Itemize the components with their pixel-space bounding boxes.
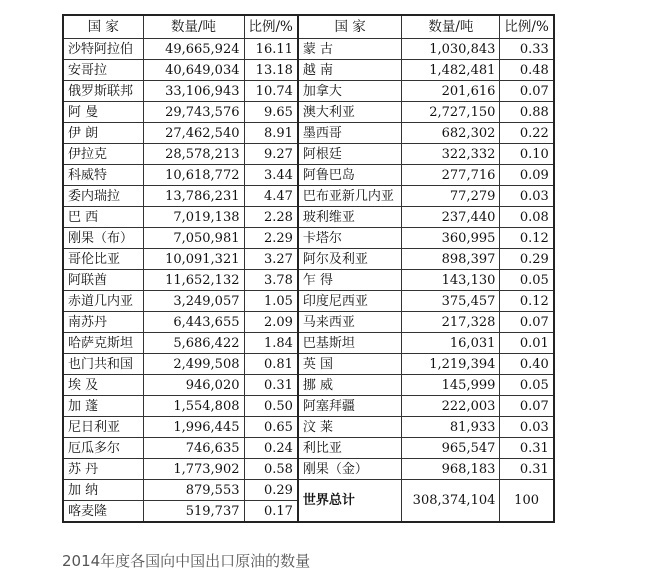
quantity-cell: 360,995: [402, 228, 500, 249]
ratio-cell: 0.29: [500, 249, 554, 270]
quantity-cell: 746,635: [143, 438, 244, 459]
ratio-cell: 0.58: [244, 459, 298, 480]
country-cell: 苏 丹: [63, 459, 143, 480]
world-total-label: 世界总计: [298, 480, 402, 523]
quantity-cell: 10,091,321: [143, 249, 244, 270]
ratio-cell: 0.65: [244, 417, 298, 438]
quantity-cell: 277,716: [402, 165, 500, 186]
table-row: [63, 123, 554, 144]
table-header-row: [63, 15, 554, 39]
ratio-cell: 0.09: [500, 165, 554, 186]
country-cell: 沙特阿拉伯: [63, 39, 143, 60]
quantity-cell: 2,499,508: [143, 354, 244, 375]
ratio-cell: 2.28: [244, 207, 298, 228]
ratio-cell: 3.78: [244, 270, 298, 291]
country-cell: 安哥拉: [63, 60, 143, 81]
quantity-cell: 375,457: [402, 291, 500, 312]
table-row: [63, 207, 554, 228]
quantity-cell: 143,130: [402, 270, 500, 291]
country-cell: 汶 莱: [298, 417, 402, 438]
country-cell: 伊拉克: [63, 144, 143, 165]
quantity-cell: 968,183: [402, 459, 500, 480]
table-body: [63, 39, 554, 523]
quantity-cell: 879,553: [143, 480, 244, 501]
country-cell: 科威特: [63, 165, 143, 186]
ratio-cell: 0.50: [244, 396, 298, 417]
ratio-cell: 0.31: [244, 375, 298, 396]
country-cell: 阿尔及利亚: [298, 249, 402, 270]
ratio-cell: 3.27: [244, 249, 298, 270]
ratio-cell: 1.05: [244, 291, 298, 312]
quantity-cell: 81,933: [402, 417, 500, 438]
ratio-cell: 0.07: [500, 81, 554, 102]
quantity-cell: 201,616: [402, 81, 500, 102]
country-cell: 阿根廷: [298, 144, 402, 165]
ratio-cell: 0.31: [500, 459, 554, 480]
country-cell: 印度尼西亚: [298, 291, 402, 312]
quantity-cell: 29,743,576: [143, 102, 244, 123]
country-cell: 澳大利亚: [298, 102, 402, 123]
ratio-cell: 0.05: [500, 270, 554, 291]
quantity-cell: 6,443,655: [143, 312, 244, 333]
country-cell: 巴布亚新几内亚: [298, 186, 402, 207]
table-row: [63, 480, 554, 501]
table-row: [63, 291, 554, 312]
ratio-cell: 0.12: [500, 228, 554, 249]
quantity-cell: 7,019,138: [143, 207, 244, 228]
quantity-cell: 145,999: [402, 375, 500, 396]
country-cell: 乍 得: [298, 270, 402, 291]
ratio-cell: 0.12: [500, 291, 554, 312]
country-cell: 越 南: [298, 60, 402, 81]
table-row: [63, 396, 554, 417]
header-quantity-left: 数量/吨: [143, 15, 244, 39]
header-ratio-left: 比例/%: [244, 15, 298, 39]
country-cell: 阿鲁巴岛: [298, 165, 402, 186]
quantity-cell: 217,328: [402, 312, 500, 333]
quantity-cell: 682,302: [402, 123, 500, 144]
ratio-cell: 0.07: [500, 312, 554, 333]
quantity-cell: 2,727,150: [402, 102, 500, 123]
ratio-cell: 0.24: [244, 438, 298, 459]
table-row: [63, 186, 554, 207]
country-cell: 挪 威: [298, 375, 402, 396]
quantity-cell: 1,219,394: [402, 354, 500, 375]
ratio-cell: 0.03: [500, 186, 554, 207]
quantity-cell: 5,686,422: [143, 333, 244, 354]
country-cell: 利比亚: [298, 438, 402, 459]
quantity-cell: 7,050,981: [143, 228, 244, 249]
ratio-cell: 0.07: [500, 396, 554, 417]
ratio-cell: 0.29: [244, 480, 298, 501]
ratio-cell: 16.11: [244, 39, 298, 60]
ratio-cell: 0.33: [500, 39, 554, 60]
quantity-cell: 13,786,231: [143, 186, 244, 207]
ratio-cell: 9.65: [244, 102, 298, 123]
ratio-cell: 0.08: [500, 207, 554, 228]
table-row: [63, 438, 554, 459]
oil-export-table-container: [62, 14, 555, 523]
world-total-quantity: 308,374,104: [402, 480, 500, 523]
country-cell: 委内瑞拉: [63, 186, 143, 207]
ratio-cell: 8.91: [244, 123, 298, 144]
ratio-cell: 0.48: [500, 60, 554, 81]
quantity-cell: 1,773,902: [143, 459, 244, 480]
ratio-cell: 0.03: [500, 417, 554, 438]
ratio-cell: 13.18: [244, 60, 298, 81]
table-row: [63, 375, 554, 396]
country-cell: 加 纳: [63, 480, 143, 501]
country-cell: 蒙 古: [298, 39, 402, 60]
quantity-cell: 27,462,540: [143, 123, 244, 144]
table-row: [63, 312, 554, 333]
ratio-cell: 0.10: [500, 144, 554, 165]
country-cell: 英 国: [298, 354, 402, 375]
country-cell: 巴 西: [63, 207, 143, 228]
quantity-cell: 519,737: [143, 501, 244, 523]
quantity-cell: 237,440: [402, 207, 500, 228]
quantity-cell: 16,031: [402, 333, 500, 354]
header-country-right: 国 家: [298, 15, 402, 39]
country-cell: 哥伦比亚: [63, 249, 143, 270]
quantity-cell: 965,547: [402, 438, 500, 459]
quantity-cell: 77,279: [402, 186, 500, 207]
ratio-cell: 0.17: [244, 501, 298, 523]
country-cell: 马来西亚: [298, 312, 402, 333]
ratio-cell: 3.44: [244, 165, 298, 186]
oil-export-table: [62, 14, 555, 523]
ratio-cell: 2.09: [244, 312, 298, 333]
table-caption: 2014年度各国向中国出口原油的数量: [62, 552, 311, 570]
ratio-cell: 0.31: [500, 438, 554, 459]
country-cell: 加拿大: [298, 81, 402, 102]
header-quantity-right: 数量/吨: [402, 15, 500, 39]
quantity-cell: 1,482,481: [402, 60, 500, 81]
table-row: [63, 333, 554, 354]
country-cell: 刚果（布）: [63, 228, 143, 249]
country-cell: 厄瓜多尔: [63, 438, 143, 459]
ratio-cell: 4.47: [244, 186, 298, 207]
quantity-cell: 49,665,924: [143, 39, 244, 60]
quantity-cell: 28,578,213: [143, 144, 244, 165]
table-row: [63, 60, 554, 81]
country-cell: 喀麦隆: [63, 501, 143, 523]
quantity-cell: 898,397: [402, 249, 500, 270]
table-row: [63, 39, 554, 60]
quantity-cell: 11,652,132: [143, 270, 244, 291]
country-cell: 卡塔尔: [298, 228, 402, 249]
table-row: [63, 270, 554, 291]
country-cell: 巴基斯坦: [298, 333, 402, 354]
table-row: [63, 228, 554, 249]
table-row: [63, 165, 554, 186]
country-cell: 刚果（金）: [298, 459, 402, 480]
ratio-cell: 0.01: [500, 333, 554, 354]
country-cell: 加 蓬: [63, 396, 143, 417]
country-cell: 阿联酋: [63, 270, 143, 291]
ratio-cell: 1.84: [244, 333, 298, 354]
country-cell: 墨西哥: [298, 123, 402, 144]
table-row: [63, 417, 554, 438]
ratio-cell: 0.22: [500, 123, 554, 144]
quantity-cell: 3,249,057: [143, 291, 244, 312]
quantity-cell: 40,649,034: [143, 60, 244, 81]
ratio-cell: 0.05: [500, 375, 554, 396]
quantity-cell: 33,106,943: [143, 81, 244, 102]
quantity-cell: 1,030,843: [402, 39, 500, 60]
country-cell: 埃 及: [63, 375, 143, 396]
country-cell: 玻利维亚: [298, 207, 402, 228]
country-cell: 也门共和国: [63, 354, 143, 375]
ratio-cell: 0.40: [500, 354, 554, 375]
header-country-left: 国 家: [63, 15, 143, 39]
country-cell: 哈萨克斯坦: [63, 333, 143, 354]
quantity-cell: 10,618,772: [143, 165, 244, 186]
ratio-cell: 0.81: [244, 354, 298, 375]
table-row: [63, 144, 554, 165]
quantity-cell: 1,996,445: [143, 417, 244, 438]
country-cell: 南苏丹: [63, 312, 143, 333]
country-cell: 尼日利亚: [63, 417, 143, 438]
quantity-cell: 946,020: [143, 375, 244, 396]
country-cell: 阿 曼: [63, 102, 143, 123]
ratio-cell: 10.74: [244, 81, 298, 102]
country-cell: 赤道几内亚: [63, 291, 143, 312]
world-total-ratio: 100: [500, 480, 554, 523]
ratio-cell: 0.88: [500, 102, 554, 123]
quantity-cell: 222,003: [402, 396, 500, 417]
country-cell: 阿塞拜疆: [298, 396, 402, 417]
ratio-cell: 9.27: [244, 144, 298, 165]
table-row: [63, 102, 554, 123]
country-cell: 伊 朗: [63, 123, 143, 144]
table-row: [63, 354, 554, 375]
header-ratio-right: 比例/%: [500, 15, 554, 39]
quantity-cell: 322,332: [402, 144, 500, 165]
country-cell: 俄罗斯联邦: [63, 81, 143, 102]
quantity-cell: 1,554,808: [143, 396, 244, 417]
ratio-cell: 2.29: [244, 228, 298, 249]
table-row: [63, 459, 554, 480]
table-row: [63, 81, 554, 102]
table-row: [63, 249, 554, 270]
